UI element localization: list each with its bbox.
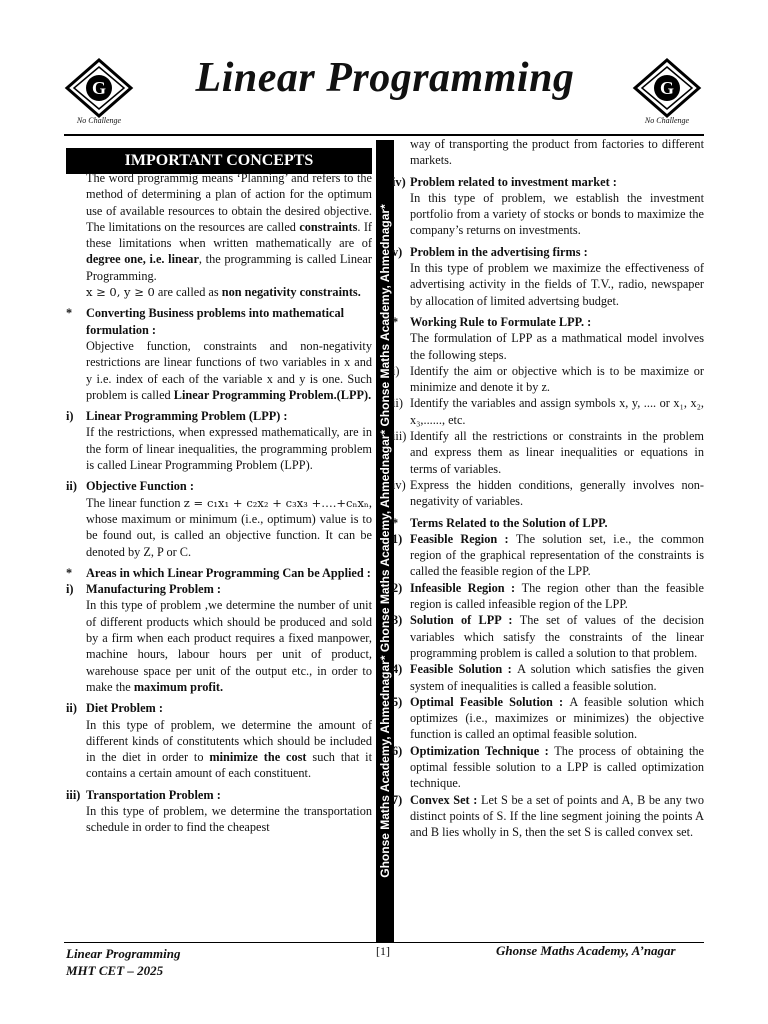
right-column xyxy=(392,136,704,840)
transport-text: In this type of problem, we determine the transportation schedule in order to find the cheapest xyxy=(86,803,372,835)
working-rule-heading: * Working Rule to Formulate LPP. : xyxy=(392,314,592,329)
diamond-logo-icon xyxy=(632,58,702,118)
working-rule-steps xyxy=(392,363,704,510)
diet-heading: ii) Diet Problem : xyxy=(66,701,163,716)
converting-heading: * Converting Business problems into mathematical formulation : xyxy=(66,306,345,337)
page-number: [1] xyxy=(376,944,390,958)
manufacturing-heading: i) Manufacturing Problem : xyxy=(66,582,222,597)
objective-text: The linear function z = c₁x₁ + c₂x₂ + c₃x₃ +….+cₙxₙ, whose maximum or minimum (i.e., optimum) value is to be found out, is called an objective function. It can be denoted by Z, P or C. xyxy=(86,495,372,559)
working-rule-text: The formulation of LPP as a mathmatical model involves the following steps. xyxy=(410,331,704,362)
diet-text: In this type of problem, we determine the amount of different kinds of constitutents which should be included in the diet in order to minimize the cost such that it contains a certain amount of each constituent. xyxy=(86,717,372,781)
advertising-text: In this type of problem we maximize the effectiveness of advertising activity in the fields of T.V., radio, newspaper by allocation of limited advertsing budget. xyxy=(410,261,704,308)
term-item: 3) Solution of LPP : The set of values of the decision variables which satisfy the constraints of the linear programming problem is called a solution to that problem. xyxy=(392,613,704,660)
terms-list xyxy=(392,531,704,841)
transport-heading: iii) Transportation Problem : xyxy=(66,787,221,802)
term-item: 7) Convex Set : Let S be a set of points and A, B be any two distinct points of S. If the line segment joining the points A and B lies wholly in S, then the set S is called convex set. xyxy=(392,792,704,840)
converting-text: Objective function, constraints and non-negativity restrictions are linear functions of two variables in x and y i.e. index of each of the variable x and y is one. Such problem is called Linear Programming Problem.(LPP). xyxy=(86,338,372,402)
working-rule-step: i) Identify the aim or objective which is to be maximize or minimize and denote it by z. xyxy=(392,363,704,395)
term-item: 5) Optimal Feasible Solution : A feasible solution which optimizes (i.e., maximizes or minimizes) the objective function is called an optimal feasible solution. xyxy=(392,694,704,742)
objective-heading: ii) Objective Function : xyxy=(66,479,194,494)
academy-logo-left xyxy=(64,58,134,130)
areas-heading: * Areas in which Linear Programming Can be Applied : xyxy=(66,565,371,580)
footer-chapter: Linear Programming xyxy=(66,946,181,961)
working-rule-step: iii) Identify all the restrictions or constraints in the problem and express them as linear inequalities or equations in terms of variables. xyxy=(392,429,704,476)
lpp-heading: i) Linear Programming Problem (LPP) : xyxy=(66,409,288,424)
logo-tagline: No Challenge xyxy=(76,116,122,125)
lpp-text: If the restrictions, when expressed mathematically, are in the form of linear inequalities, the programming problem is called Linear Programming Problem (LPP). xyxy=(86,425,372,473)
terms-heading: * Terms Related to the Solution of LPP. xyxy=(392,515,608,530)
advertising-heading: v) Problem in the advertising firms : xyxy=(392,244,588,259)
investment-heading: iv) Problem related to investment market : xyxy=(392,174,617,189)
page-title: Linear Programming xyxy=(195,55,575,101)
side-banner-text: Ghonse Maths Academy, Ahmednagar* Ghonse Maths Academy, Ahmednagar* Ghonse Maths Academy, Ahmednagar* xyxy=(378,204,392,878)
investment-text: In this type of problem, we establish the investment portfolio from a variety of stocks or bonds to maximize the company’s returns on investments. xyxy=(410,190,704,238)
svg-text:G: G xyxy=(91,78,107,98)
svg-text:G: G xyxy=(659,78,675,98)
academy-logo-right xyxy=(632,58,702,130)
intro-paragraph: The word programmig means ‘Planning’ and refers to the method of determining a plan of action for the optimum use of available resources to obtain the desired objective. The limitations on the resources are called constraints. If these limitations when written mathematically are of degree one, i.e. linear, the programming is called Linear Programming. x ≥ 0, y ≥ 0 are called as non negativity constraints. xyxy=(86,171,373,300)
working-rule-step: ii) Identify the variables and assign symbols x, y, .... or x₁, x₂, x₃,......, etc. xyxy=(392,396,704,427)
transport-continued: way of transporting the product from factories to different markets. xyxy=(410,137,704,168)
term-item: 4) Feasible Solution : A solution which satisfies the given system of inequalities is called a feasible solution. xyxy=(392,662,705,693)
diamond-logo-icon xyxy=(64,58,134,118)
term-item: 1) Feasible Region : The solution set, i.e., the common region of the graphical representation of the constraints is called the feasible region of the LPP. xyxy=(392,531,704,579)
logo-tagline: No Challenge xyxy=(644,116,690,125)
term-item: 6) Optimization Technique : The process of obtaining the optimal fessible solution to a LPP is called optimization technique. xyxy=(392,743,704,791)
footer-academy: Ghonse Maths Academy, A’nagar xyxy=(496,943,676,958)
working-rule-step: iv) Express the hidden conditions, generally involves non-negativity of variables. xyxy=(392,477,704,509)
manufacturing-text: In this type of problem ,we determine the number of unit of different products which should be produced and sold by a firm when each product requires a fixed manpower, machine hours, labour hours per unit of product, warehouse space per unit of the output etc., in order to make the maximum profit. xyxy=(86,598,372,694)
left-column xyxy=(66,140,372,836)
footer-exam: MHT CET – 2025 xyxy=(66,963,164,978)
term-item: 2) Infeasible Region : The region other than the feasible region is called infeasible region of the LPP. xyxy=(392,580,704,612)
section-heading: IMPORTANT CONCEPTS xyxy=(66,148,372,174)
